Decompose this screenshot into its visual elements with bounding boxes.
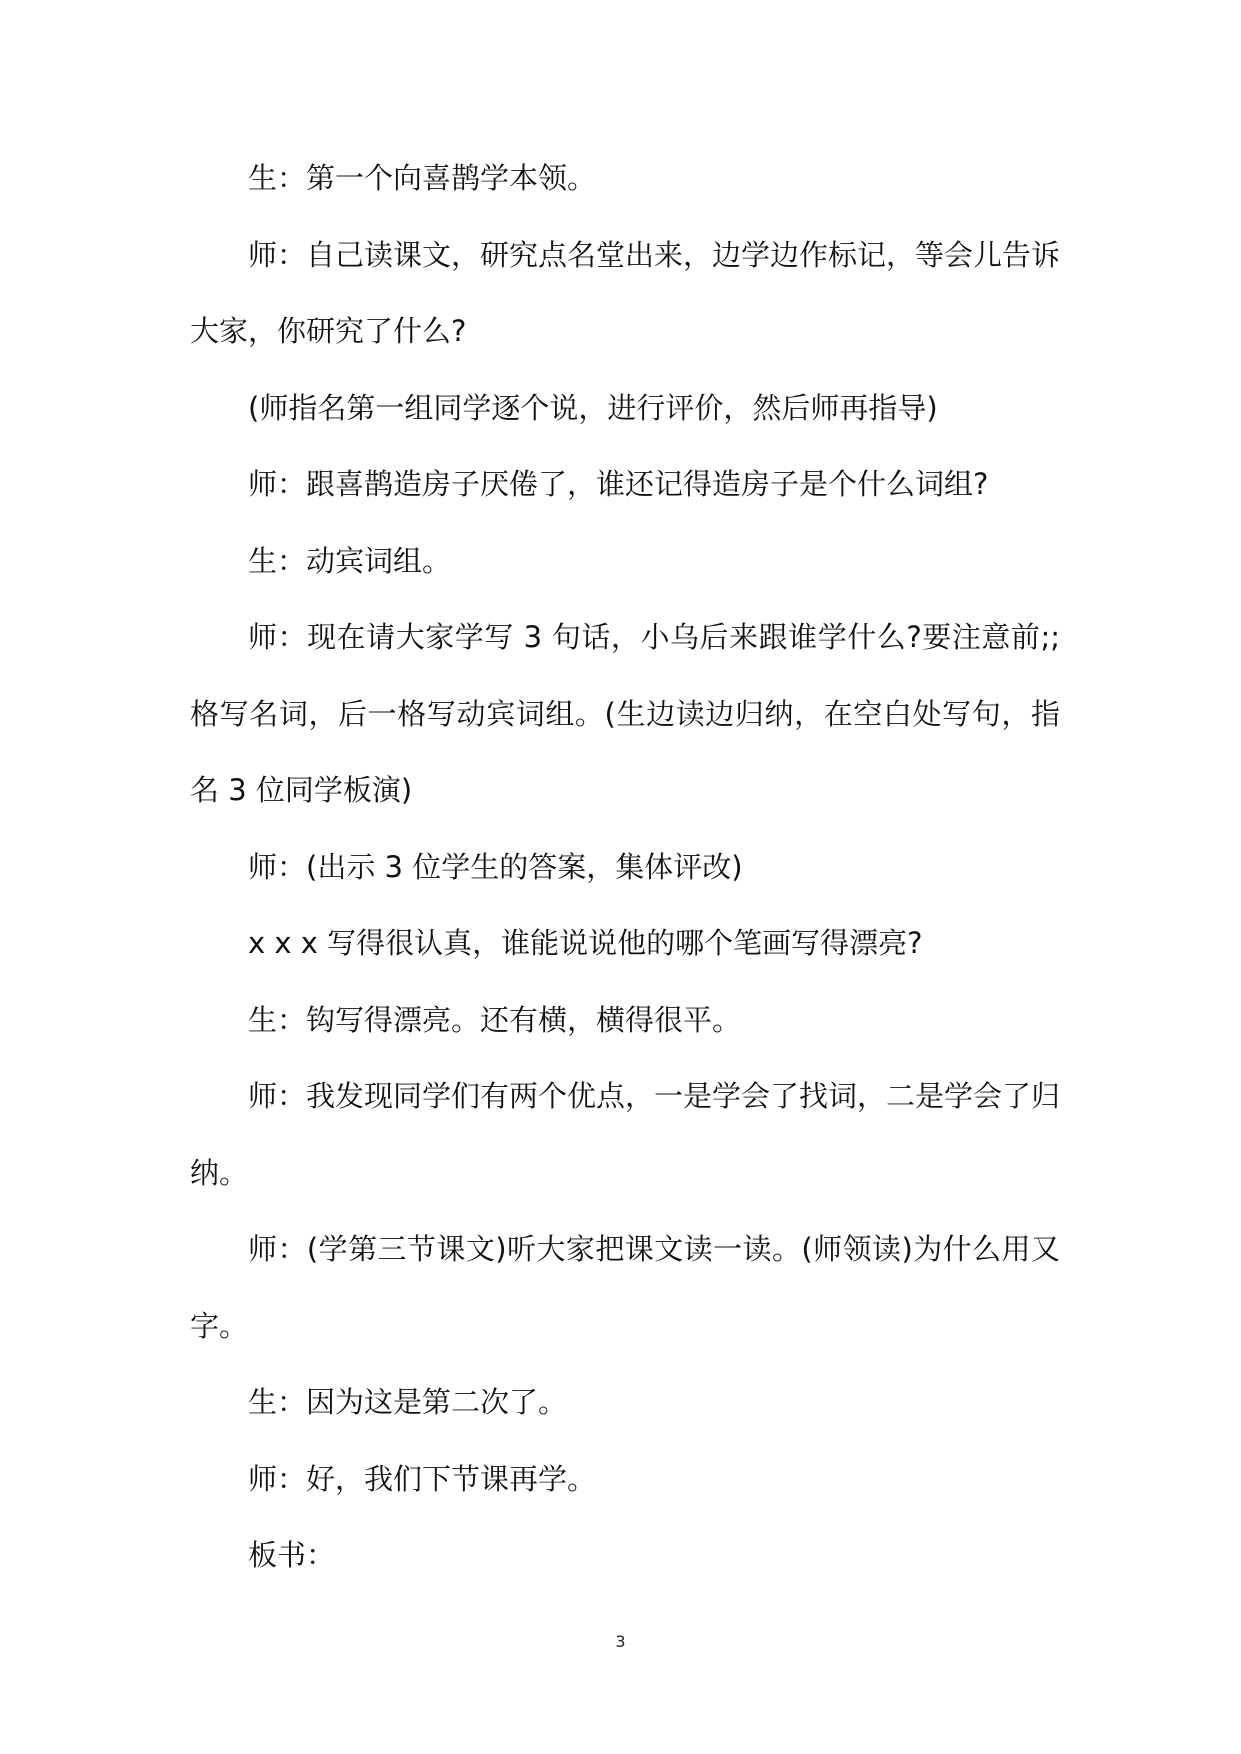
document-body [190,140,1060,1594]
paragraph: 师：现在请大家学写 3 句话，小乌后来跟谁学什么?要注意前;;格写名词，后一格写动宾词组。(生边读边归纳，在空白处写句，指名 3 位同学板演) [190,620,1060,807]
paragraph: 生：第一个向喜鹊学本领。 [248,161,597,195]
paragraph: 师：我发现同学们有两个优点，一是学会了找词，二是学会了归纳。 [190,1079,1061,1190]
paragraph: 师：好，我们下节课再学。 [248,1461,597,1496]
paragraph: x x x 写得很认真，谁能说说他的哪个笔画写得漂亮? [248,926,923,960]
paragraph: 师：自己读课文，研究点名堂出来，边学边作标记，等会儿告诉大家，你研究了什么? [190,237,1061,348]
page-number: 3 [615,1632,626,1651]
paragraph: 生：钩写得漂亮。还有横，横得很平。 [248,1002,742,1037]
paragraph: 板书： [248,1538,336,1572]
paragraph: (师指名第一组同学逐个说，进行评价，然后师再指导) [248,390,938,425]
paragraph: 师：跟喜鹊造房子厌倦了，谁还记得造房子是个什么词组? [248,467,989,501]
paragraph: 生：因为这是第二次了。 [248,1385,568,1419]
paragraph: 生：动宾词组。 [248,543,452,578]
paragraph: 师：(出示 3 位学生的答案，集体评改) [248,849,743,884]
paragraph: 师：(学第三节课文)听大家把课文读一读。(师领读)为什么用又字。 [190,1232,1060,1343]
